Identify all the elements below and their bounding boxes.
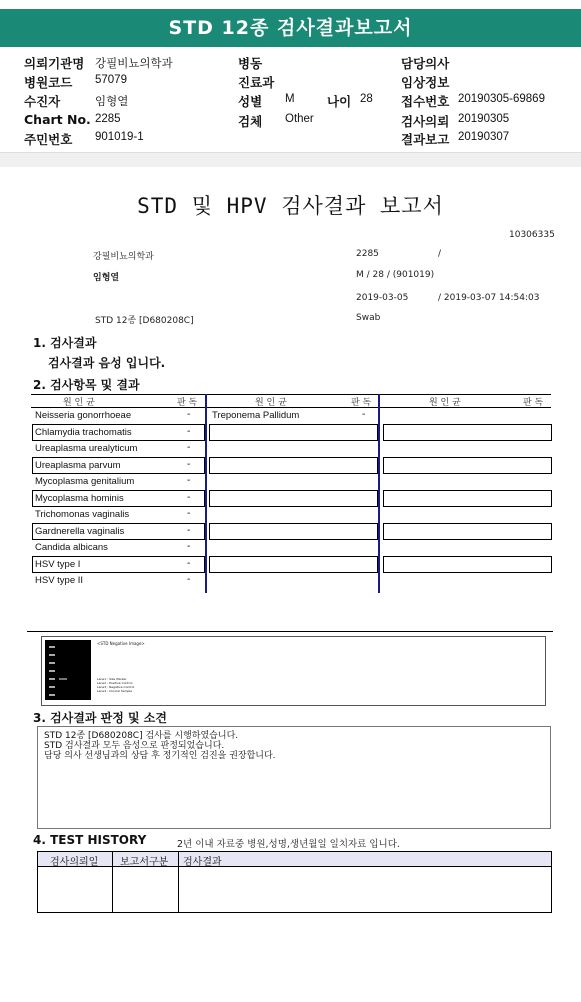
memo-line: STD 검사결과 모두 음성으로 판정되었습니다.	[44, 741, 225, 751]
organism-name: Ureaplasma urealyticum	[35, 443, 138, 454]
col-result-2: 판 독	[351, 398, 372, 408]
gel-legend-line: Lane4 : Clinical Sample	[97, 689, 133, 693]
header-label-2: 수진자	[24, 94, 61, 109]
col-organism-3: 원 인 균	[429, 398, 461, 408]
gel-legend	[97, 677, 134, 693]
empty-box-col3	[383, 556, 552, 573]
organism-result: -	[187, 508, 191, 519]
col-organism-1: 원 인 균	[63, 398, 95, 408]
report-banner-title: STD 12종 검사결과보고서	[0, 9, 581, 47]
empty-box-col3	[383, 424, 552, 441]
header-separator	[0, 152, 581, 167]
organism-name: Gardnerella vaginalis	[35, 525, 125, 537]
doc-number: 10306335	[509, 230, 555, 240]
empty-box-col2	[209, 523, 378, 540]
sex-age: M / 28 / (901019)	[356, 270, 435, 280]
organism-name: Candida albicans	[35, 542, 108, 553]
organism-result: -	[187, 425, 191, 437]
header3-value-4: 20190307	[458, 131, 510, 143]
image-divider	[27, 631, 553, 632]
header-label-3: Chart No.	[24, 112, 91, 127]
organism-name: Mycoplasma hominis	[35, 492, 124, 504]
test-code: STD 12종 [D680208C]	[95, 316, 194, 326]
col-result-1: 판 독	[177, 398, 198, 408]
header-label-4: 주민번호	[24, 132, 73, 147]
header3-label-1: 임상정보	[401, 75, 450, 90]
organism-box	[32, 424, 205, 441]
organism-name: Neisseria gonorrhoeae	[35, 410, 132, 421]
header3-value-3: 20190305	[458, 113, 510, 125]
organism-result: -	[187, 458, 191, 470]
section-4-title: 4. TEST HISTORY	[33, 833, 147, 847]
organism-table-header	[31, 394, 551, 408]
section-2-title: 2. 검사항목 및 결과	[33, 378, 140, 392]
organism-name-2: Treponema Pallidum	[212, 410, 300, 421]
header-label-1: 병원코드	[24, 75, 73, 90]
hospital-name: 강필비뇨의학과	[93, 252, 154, 262]
header-value-3: 2285	[95, 113, 121, 125]
empty-box-col2	[209, 457, 378, 474]
organism-result: -	[187, 557, 191, 569]
memo-line: STD 12종 [D680208C] 검사를 시행하였습니다.	[44, 731, 239, 741]
result-summary: 검사결과 음성 입니다.	[48, 356, 166, 370]
age-label: 나이	[327, 94, 352, 109]
col-organism-2: 원 인 균	[255, 398, 287, 408]
header2-value-3: Other	[285, 113, 314, 125]
history-col-result: 검사결과	[183, 857, 222, 868]
empty-box-col3	[383, 523, 552, 540]
empty-box-col3	[383, 490, 552, 507]
reported-date: / 2019-03-07 14:54:03	[438, 293, 540, 303]
section-1-title: 1. 검사결과	[33, 336, 97, 350]
specimen-type: Swab	[356, 313, 381, 323]
header-value-4: 901019-1	[95, 131, 144, 143]
opinion-memo	[37, 726, 551, 829]
header3-value-2: 20190305-69869	[458, 93, 545, 105]
organism-result: -	[187, 574, 191, 585]
chart-number: 2285	[356, 249, 379, 259]
organism-name: HSV type I	[35, 558, 81, 570]
organism-result-2: -	[362, 409, 366, 420]
report-title: STD 및 HPV 검사결과 보고서	[137, 194, 444, 218]
history-header-row	[38, 852, 551, 867]
gel-legend-line: Lane2 : Positive Control	[97, 681, 133, 685]
header2-label-2: 성별	[238, 94, 263, 109]
received-date: 2019-03-05	[356, 293, 409, 303]
empty-box-col2	[209, 556, 378, 573]
empty-box-col2	[209, 490, 378, 507]
empty-box-col2	[209, 424, 378, 441]
history-col-date: 검사의뢰일	[50, 857, 99, 868]
patient-name: 임형열	[93, 273, 120, 283]
organism-box	[32, 523, 205, 540]
empty-box-col3	[383, 457, 552, 474]
organism-name: Chlamydia trachomatis	[35, 426, 132, 438]
column-divider-2	[378, 394, 380, 593]
organism-box	[32, 490, 205, 507]
memo-line: 담당 의사 선생님과의 상담 후 정기적인 검진을 권장합니다.	[44, 751, 276, 761]
organism-result: -	[187, 475, 191, 486]
header3-label-4: 결과보고	[401, 132, 450, 147]
gel-image-panel	[41, 636, 546, 706]
organism-result: -	[187, 541, 191, 552]
age-value: 28	[360, 93, 373, 105]
organism-result: -	[187, 409, 191, 420]
gel-electrophoresis-image	[45, 640, 91, 700]
header2-label-1: 진료과	[238, 75, 275, 90]
header-value-0: 강필비뇨의학과	[95, 58, 173, 70]
gel-legend-line: Lane1 : Size Marker	[97, 677, 127, 681]
organism-box	[32, 556, 205, 573]
header-label-0: 의뢰기관명	[24, 56, 85, 71]
test-history-table	[37, 851, 552, 913]
header-value-1: 57079	[95, 74, 127, 86]
section-3-title: 3. 검사결과 판정 및 소견	[33, 711, 167, 725]
gel-caption: <STD Negative Image>	[97, 641, 145, 646]
organism-box	[32, 457, 205, 474]
history-note: 2년 이내 자료중 병원,성명,생년월일 일치자료 입니다.	[177, 839, 400, 850]
column-divider-1	[205, 394, 207, 593]
history-col-type: 보고서구분	[120, 857, 169, 868]
header3-label-0: 담당의사	[401, 56, 450, 71]
header2-label-3: 검체	[238, 114, 263, 129]
header2-label-0: 병동	[238, 56, 263, 71]
organism-name: Ureaplasma parvum	[35, 459, 121, 471]
col-result-3: 판 독	[523, 398, 544, 408]
organism-result: -	[187, 524, 191, 536]
organism-name: Trichomonas vaginalis	[35, 509, 130, 520]
slash: /	[438, 249, 442, 259]
header3-label-3: 검사의뢰	[401, 114, 450, 129]
organism-name: Mycoplasma genitalium	[35, 476, 135, 487]
organism-result: -	[187, 442, 191, 453]
header3-label-2: 접수번호	[401, 94, 450, 109]
header2-value-2: M	[285, 93, 295, 105]
organism-name: HSV type II	[35, 575, 84, 586]
organism-result: -	[187, 491, 191, 503]
header-value-2: 임형열	[95, 96, 129, 108]
gel-legend-line: Lane3 : Negative Control	[97, 685, 135, 689]
